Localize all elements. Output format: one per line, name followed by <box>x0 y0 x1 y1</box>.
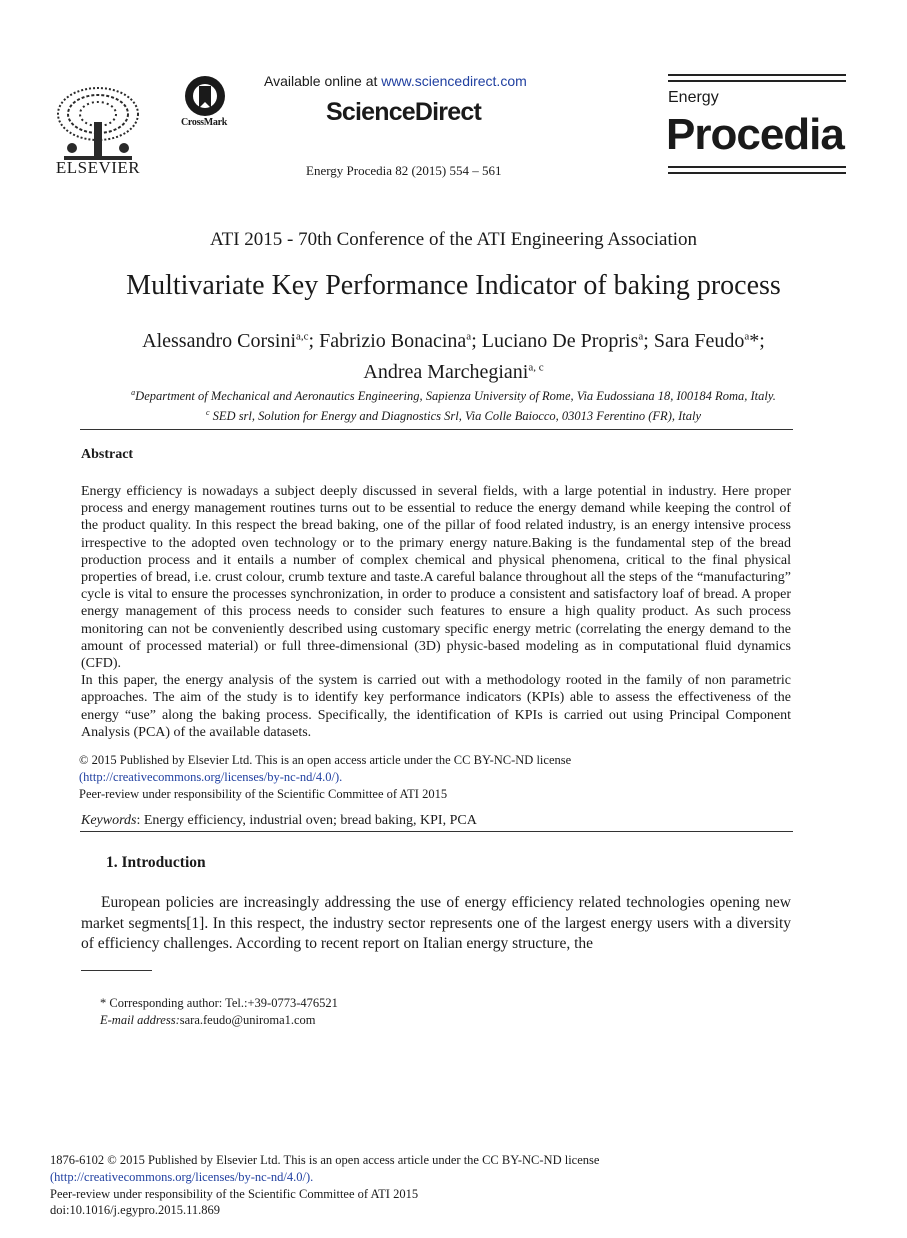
available-prefix: Available online at <box>264 73 382 89</box>
footer-issn: 1876-6102 © 2015 Published by Elsevier Ltd. This is an open access article under the CC BY-NC-ND license <box>50 1153 600 1167</box>
license-url[interactable]: (http://creativecommons.org/licenses/by-nc-nd/4.0/). <box>79 770 343 784</box>
divider <box>80 429 793 430</box>
footer-license <box>50 1170 313 1185</box>
keywords <box>81 813 477 829</box>
author: Luciano De Propris$^a$; <box>481 329 654 352</box>
footer-peer-review: Peer-review under responsibility of the Scientific Committee of ATI 2015 <box>50 1187 419 1201</box>
journal-name-energy: Energy <box>668 89 719 106</box>
author: Fabrizio Bonacina$^a$; <box>319 329 482 352</box>
journal-rule-top <box>668 74 846 76</box>
keywords-list: : Energy efficiency, industrial oven; bread baking, KPI, PCA <box>136 813 477 828</box>
email-line <box>100 1013 316 1028</box>
crossmark-label: CrossMark <box>180 117 227 128</box>
footer-doi: doi:10.1016/j.egypro.2015.11.869 <box>50 1203 221 1217</box>
peer-review-note: Peer-review under responsibility of the Scientific Committee of ATI 2015 <box>79 787 448 801</box>
sciencedirect-logo: ScienceDirect <box>326 98 481 126</box>
license-text: © 2015 Published by Elsevier Ltd. This is an open access article under the CC BY-NC-ND license <box>79 753 572 767</box>
introduction-text: European policies are increasingly addressing the use of energy efficiency related technologies opening new market segments[1]. In this respect, the industry sector represents one of the largest energy users with a diversity of efficiency challenges. According to recent report on Italian energy structure, the <box>81 894 791 952</box>
footnote-rule <box>81 970 152 971</box>
paper-title: Multivariate Key Performance Indicator of baking process <box>126 270 781 301</box>
journal-name-procedia: Procedia <box>666 110 844 159</box>
author: Sara Feudo$^a$*; <box>653 329 765 352</box>
available-online <box>264 73 527 89</box>
journal-rule-bottom <box>668 166 846 168</box>
divider <box>80 831 793 832</box>
affiliation-c: $^c$ SED srl, Solution for Energy and Diagnostics Srl, Via Colle Baiocco, 03013 Ferentino (FR), Italy <box>205 408 702 424</box>
affiliation-a: $^a$Department of Mechanical and Aeronautics Engineering, Sapienza University of Rome, Via Eudossiana 18, I00184 Roma, Italy. <box>131 388 776 404</box>
corresponding-author: * Corresponding author: Tel.:+39-0773-476521 <box>100 996 338 1010</box>
abstract-paragraph: Energy efficiency is nowadays a subject deeply discussed in several fields, with a large potential in industry. Here proper process and energy management routines turns out to be essential to reduce the energy demand while keeping the control of the product quality. In this respect the bread baking, one of the pillar of food related industry, is an energy intensive process irrespective to the adopted oven technology or to the primary energy nature.Baking is the fundamental step of the bread production process and it entails a number of complex chemical and physical phenomena, critical to the final physical properties of bread, i.e. crust colour, crumb texture and taste.A careful balance throughout all the steps of the “manufacturing” cycle is vital to ensure the processes synchronization, in order to produce a consistent and satisfactory loaf of bread. A proper energy management of this process needs to consider such features to ensure a high quality product. As such process monitoring can not be conveniently described using customary specific energy metric (correlating the energy demand to the amount of processed material) or full three-dimensional (3D) physic-based modeling as in computational fluid dynamics (CFD). <box>81 484 791 672</box>
elsevier-wordmark: ELSEVIER <box>55 158 141 177</box>
sciencedirect-link[interactable]: www.sciencedirect.com <box>381 73 527 89</box>
abstract-body <box>81 483 791 741</box>
footer-license-url[interactable]: (http://creativecommons.org/licenses/by-nc-nd/4.0/). <box>50 1170 314 1184</box>
author: Alessandro Corsini$^{a,c}$; <box>142 329 320 352</box>
journal-citation: Energy Procedia 82 (2015) 554 – 561 <box>306 163 502 178</box>
keywords-label: Keywords <box>81 813 137 828</box>
abstract-heading: Abstract <box>81 447 134 462</box>
author-list <box>80 323 827 386</box>
journal-rule-bottom-2 <box>668 172 846 174</box>
author: Andrea Marchegiani$^{a, c}$ <box>363 361 544 384</box>
abstract-paragraph: In this paper, the energy analysis of the system is carried out with a methodology rooted in the family of non parametric approaches. The aim of the study is to identify key performance indicators (KPIs) able to assess the effectiveness of the energy “use” along the baking process. Specifically, the identification of KPIs is carried out using Principal Component Analysis (PCA) of the available datasets. <box>81 673 791 740</box>
section-heading: 1. Introduction <box>106 854 206 871</box>
conference-name: ATI 2015 - 70th Conference of the ATI Engineering Association <box>209 229 698 250</box>
journal-rule-top-2 <box>668 80 846 82</box>
email-address: sara.feudo@uniroma1.com <box>179 1013 316 1027</box>
license-link <box>79 770 342 785</box>
email-label: E-mail address: <box>100 1013 180 1027</box>
